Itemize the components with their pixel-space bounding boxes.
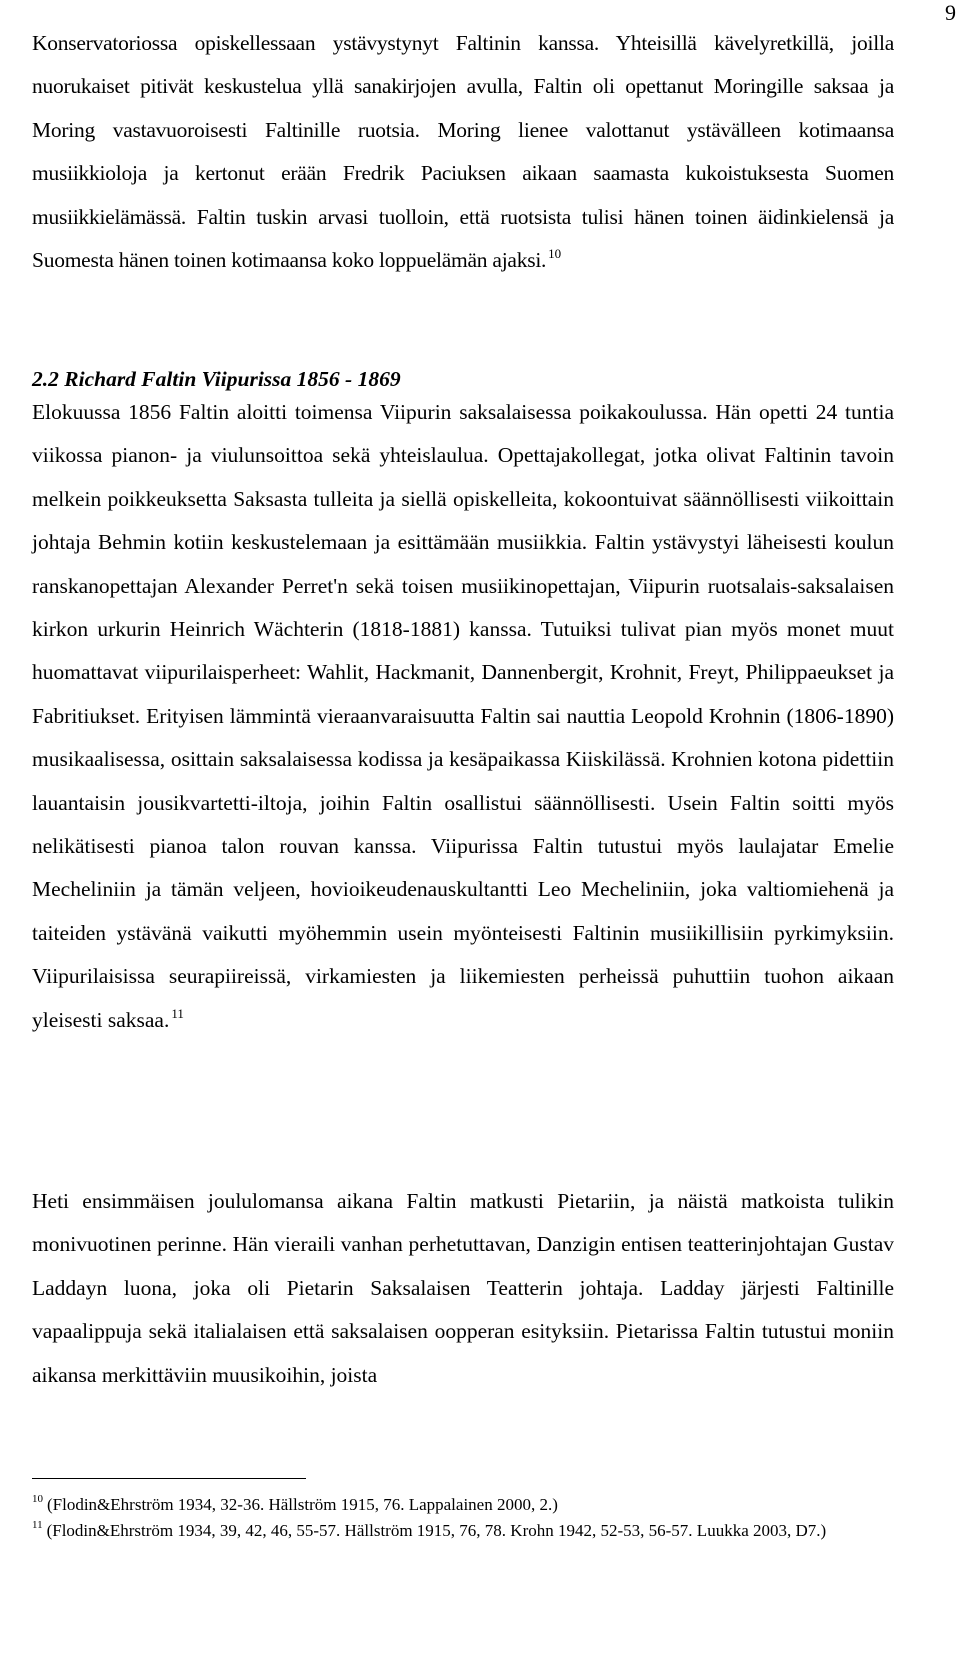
- paragraph-1: [32, 22, 894, 282]
- footnote-number: 10: [32, 1493, 43, 1505]
- footnote-ref-10[interactable]: 10: [548, 246, 562, 262]
- footnote-text: (Flodin&Ehrström 1934, 39, 42, 46, 55-57. Hällström 1915, 76, 78. Krohn 1942, 52-53, 56-57. Luukka 2003, D7.): [46, 1521, 827, 1540]
- footnote-text: (Flodin&Ehrström 1934, 32-36. Hällström 1915, 76. Lappalainen 2000, 2.): [47, 1495, 558, 1514]
- footnote-ref-11[interactable]: 11: [171, 1005, 184, 1021]
- paragraph-3: [32, 1180, 894, 1397]
- footnote-divider: [32, 1478, 306, 1479]
- paragraph-2-text: Elokuussa 1856 Faltin aloitti toimensa Viipurin saksalaisessa poikakoulussa. Hän opetti 24 tuntia viikossa pianon- ja viulunsoittoa sekä yhteislaulua. Opettajakollegat, jotka olivat Faltinin tavoin melkein poikkeuksetta Saksasta tulleita ja siellä opiskelleita, kokoontuivat säännöllisesti viikoittain johtaja Behmin kotiin keskustelemaan ja esittämään musiikkia. Faltin ystävystyi läheisesti koulun ranskanopettajan Alexander Perret'n sekä toisen musiikinopettajan, Viipurin ruotsalais-saksalaisen kirkon urkurin Heinrich Wächterin (1818-1881) kanssa. Tutuiksi tulivat pian myös monet muut huomattavat viipurilaisperheet: Wahlit, Hackmanit, Dannenbergit, Krohnit, Freyt, Philippaeukset ja Fabritiukset. Erityisen lämmintä vieraanvaraisuutta Faltin sai nauttia Leopold Krohnin (1806-1890) musikaalisessa, osittain saksalaisessa kodissa ja kesäpaikassa Kiiskilässä. Krohnien kotona pidettiin lauantaisin jousikvartetti-iltoja, joihin Faltin osallistui säännöllisesti. Usein Faltin soitti myös nelikätisesti pianoa talon rouvan kanssa. Viipurissa Faltin tutustui myös laulajatar Emelie Mecheliniin ja tämän veljeen, hovioikeudenauskultantti Leo Mecheliniin, joka valtiomiehenä ja taiteiden ystävänä vaikutti myöhemmin usein myönteisesti Faltinin musiikillisiin pyrkimyksiin. Viipurilaisissa seurapiireissä, virkamiesten ja liikemiesten perheissä puhuttiin tuohon aikaan yleisesti saksaa.: [32, 400, 894, 1032]
- paragraph-3-text: Heti ensimmäisen joululomansa aikana Faltin matkusti Pietariin, ja näistä matkoista tulikin monivuotinen perinne. Hän vieraili vanhan perhetuttavan, Danzigin entisen teatterinjohtajan Gustav Laddayn luona, joka oli Pietarin Saksalaisen Teatterin johtaja. Ladday järjesti Faltinille vapaalippuja sekä italialaisen että saksalaisen oopperan esityksiin. Pietarissa Faltin tutustui moniin aikansa merkittäviin muusikoihin, joista: [32, 1189, 894, 1387]
- page-number: 9: [945, 0, 956, 25]
- section-heading: 2.2 Richard Faltin Viipurissa 1856 - 1869: [32, 367, 401, 391]
- footnotes: [32, 1492, 912, 1544]
- footnote-number: 11: [32, 1519, 43, 1531]
- footnote-11: [32, 1518, 912, 1544]
- footnote-10: [32, 1492, 912, 1518]
- paragraph-2: [32, 391, 894, 1042]
- paragraph-1-text: Konservatoriossa opiskellessaan ystävystynyt Faltinin kanssa. Yhteisillä kävelyretkillä, joilla nuorukaiset pitivät keskustelua yllä sanakirjojen avulla, Faltin oli opettanut Moringille saksaa ja Moring vastavuoroisesti Faltinille ruotsia. Moring lienee valottanut ystävälleen kotimaansa musiikkioloja ja kertonut erään Fredrik Paciuksen aikaan saamasta kukoistuksesta Suomen musiikkielämässä. Faltin tuskin arvasi tuolloin, että ruotsista tulisi hänen toinen äidinkielensä ja Suomesta hänen toinen kotimaansa koko loppuelämän ajaksi.: [32, 31, 894, 273]
